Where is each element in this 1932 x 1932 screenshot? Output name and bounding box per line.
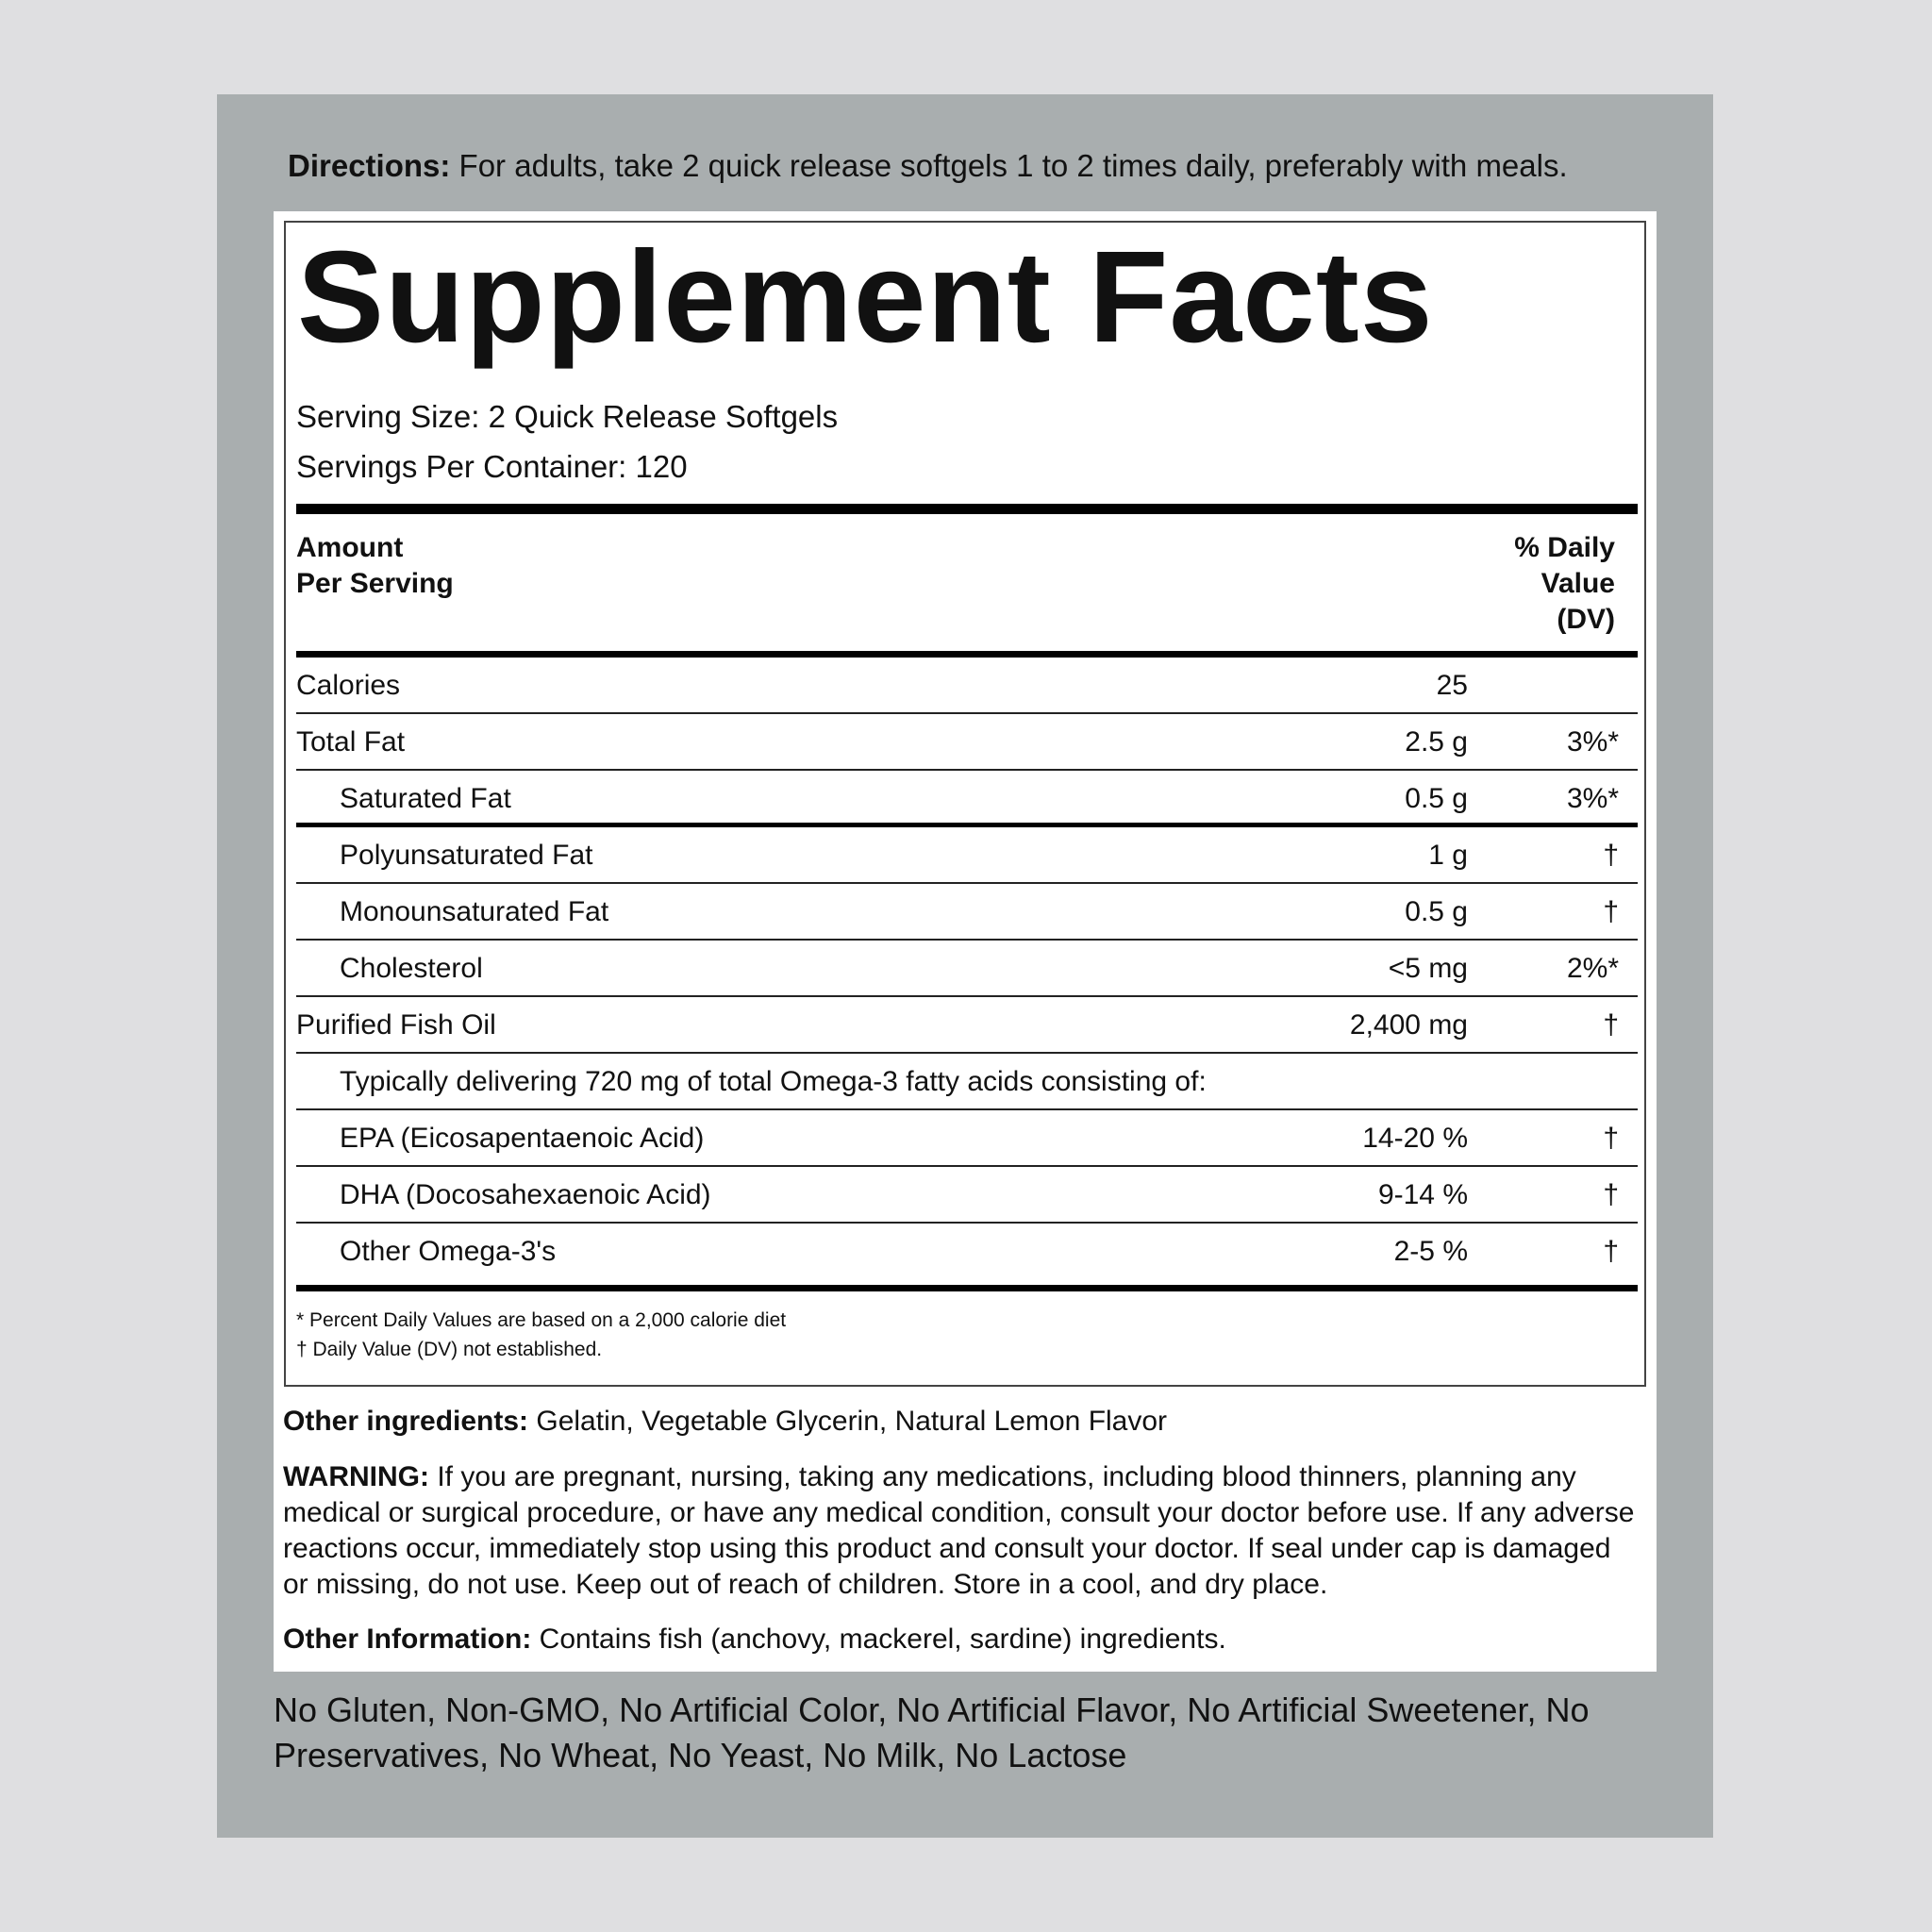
nutrient-rows [296,658,1638,1280]
header-left-line: Amount [296,532,404,563]
facts-title: Supplement Facts [297,225,1434,370]
table-row [296,827,1638,884]
nutrient-name: Cholesterol [340,953,483,984]
table-row [296,941,1638,997]
nutrient-amount: <5 mg [1388,953,1468,984]
heavy-divider [296,504,1638,514]
nutrient-dv: 2%* [1566,953,1619,984]
other-information-text: Contains fish (anchovy, mackerel, sardine) ingredients. [531,1624,1226,1655]
directions-body: For adults, take 2 quick release softgels 1 to 2 times daily, preferably with meals. [450,148,1568,183]
directions-text [288,147,1656,185]
nutrient-amount: 25 [1436,670,1468,701]
nutrient-dv: 3%* [1566,726,1619,758]
header-right-line: Value [1541,568,1615,599]
nutrient-dv: † [1603,1236,1619,1267]
other-information [283,1622,1641,1657]
nutrient-dv: † [1603,1009,1619,1041]
nutrient-name: Total Fat [296,726,406,758]
warning-text: If you are pregnant, nursing, taking any medications, including blood thinners, planning any medical or surgical procedure, or have any medical condition, consult your doctor before use. If any adverse reactions occur, immediately stop using this product and consult your doctor. If seal under cap is damaged or missing, do not use. Keep out of reach of children. Store in a cool, and dry place. [283,1461,1635,1600]
nutrient-amount: 2,400 mg [1349,1009,1468,1041]
directions-label: Directions: [288,148,451,183]
nutrient-dv: † [1603,1123,1619,1154]
supplement-facts-panel [284,221,1646,1387]
table-row [296,1167,1638,1224]
table-row [296,1224,1638,1280]
nutrient-dv: 3%* [1566,783,1619,814]
nutrient-amount: 14-20 % [1362,1123,1468,1154]
nutrient-amount: 9-14 % [1377,1179,1468,1210]
header-left-line: Per Serving [296,568,454,599]
other-information-label: Other Information: [283,1624,532,1655]
other-ingredients-text: Gelatin, Vegetable Glycerin, Natural Lemon Flavor [528,1406,1168,1437]
nutrient-name: Monounsaturated Fat [340,896,609,927]
serving-size: Serving Size: 2 Quick Release Softgels [296,399,839,434]
thick-divider [296,651,1638,658]
warning [283,1459,1641,1603]
other-ingredients-label: Other ingredients: [283,1406,529,1437]
table-row [296,658,1638,714]
table-row [296,997,1638,1054]
bottom-divider [296,1285,1638,1291]
allergen-free-statement: No Gluten, Non-GMO, No Artificial Color, No Artificial Flavor, No Artificial Sweetener, No Preservatives, No Wheat, No Yeast, No Milk, No Lactose [274,1690,1590,1774]
table-row [296,771,1638,827]
nutrient-amount: 0.5 g [1405,783,1468,814]
warning-label: WARNING: [283,1461,429,1492]
nutrient-name: Polyunsaturated Fat [340,840,593,871]
amount-per-serving-header [296,530,454,602]
nutrient-dv: † [1603,1179,1619,1210]
servings-per-container: Servings Per Container: 120 [296,449,688,484]
footnotes [296,1306,786,1364]
table-row [296,1054,1638,1110]
nutrient-name: DHA (Docosahexaenoic Acid) [340,1179,711,1210]
table-row [296,1110,1638,1167]
nutrient-name: Calories [296,670,401,701]
nutrient-name: Saturated Fat [340,783,511,814]
header-right-line: % Daily [1514,532,1615,563]
footnote: † Daily Value (DV) not established. [296,1339,603,1360]
nutrient-amount: 2-5 % [1393,1236,1468,1267]
table-row [296,884,1638,941]
nutrient-name: EPA (Eicosapentaenoic Acid) [340,1123,705,1154]
nutrient-dv: † [1603,840,1619,871]
nutrient-name: Typically delivering 720 mg of total Omega-3 fatty acids consisting of: [340,1066,1207,1097]
table-row [296,714,1638,771]
footnote: * Percent Daily Values are based on a 2,000 calorie diet [296,1309,787,1331]
nutrient-amount: 2.5 g [1405,726,1468,758]
nutrient-amount: 1 g [1428,840,1468,871]
header-right-line: (DV) [1557,604,1615,635]
nutrient-name: Other Omega-3's [340,1236,557,1267]
nutrient-name: Purified Fish Oil [296,1009,496,1041]
nutrient-amount: 0.5 g [1405,896,1468,927]
daily-value-header [1514,530,1615,638]
nutrient-dv: † [1603,896,1619,927]
other-ingredients [283,1404,1641,1440]
